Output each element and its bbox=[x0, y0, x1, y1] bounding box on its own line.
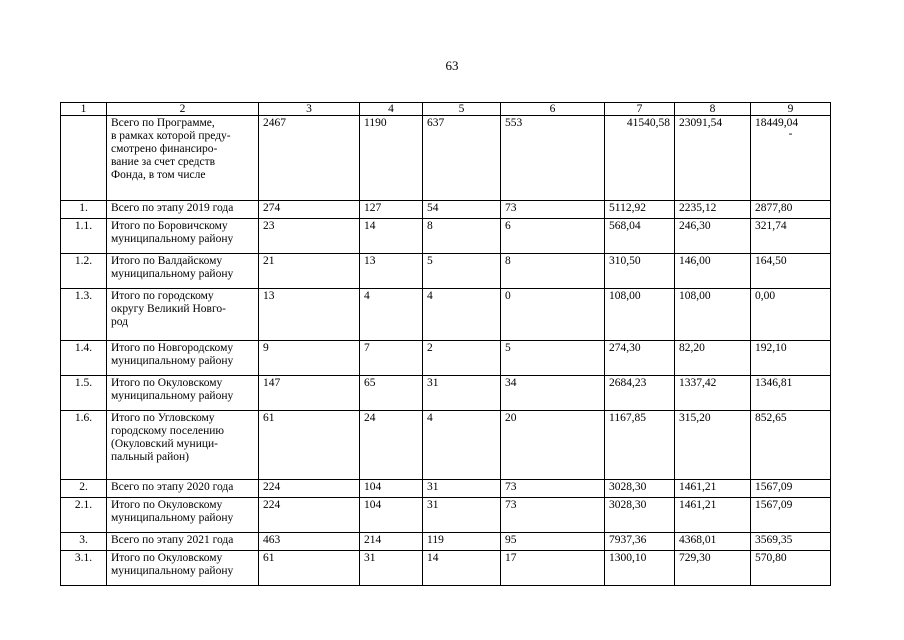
value-text: 214 bbox=[364, 534, 382, 546]
value-text: 73 bbox=[505, 202, 517, 214]
value-text: 14 bbox=[427, 552, 439, 564]
value-text: 34 bbox=[505, 377, 517, 389]
value-cell-c3 bbox=[259, 201, 360, 219]
value-cell-c6 bbox=[501, 551, 605, 586]
value-cell-c4 bbox=[360, 551, 423, 586]
value-text: 31 bbox=[427, 377, 439, 389]
header-cell: 9 bbox=[751, 103, 831, 116]
value-text: 31 bbox=[364, 552, 376, 564]
value-cell-c3 bbox=[259, 376, 360, 411]
row-name-line: муниципальному району bbox=[111, 268, 234, 280]
value-text: 18449,04 bbox=[755, 117, 799, 129]
value-text: 3028,30 bbox=[609, 499, 647, 511]
value-text: 61 bbox=[263, 552, 275, 564]
value-cell-c7 bbox=[605, 551, 675, 586]
value-text: 315,20 bbox=[679, 412, 711, 424]
value-text: 5 bbox=[427, 255, 433, 267]
value-cell-c8 bbox=[675, 411, 751, 480]
row-name-line: (Окуловский муници- bbox=[111, 438, 219, 450]
value-cell-c8 bbox=[675, 219, 751, 254]
row-number-cell: 2.1. bbox=[61, 498, 107, 533]
value-cell-c3 bbox=[259, 551, 360, 586]
value-cell-c9 bbox=[751, 116, 831, 201]
value-cell-c5 bbox=[423, 376, 501, 411]
value-text: 224 bbox=[263, 481, 281, 493]
value-cell-c4 bbox=[360, 498, 423, 533]
value-text: 3569,35 bbox=[755, 534, 793, 546]
row-number-cell: 1.6. bbox=[61, 411, 107, 480]
value-text: 31 bbox=[427, 499, 439, 511]
value-text: 20 bbox=[505, 412, 517, 424]
row-name-line: Итого по Угловскому bbox=[111, 412, 215, 424]
header-cell: 5 bbox=[423, 103, 501, 116]
row-name-line: Всего по этапу 2019 года bbox=[111, 202, 234, 214]
value-text: 1300,10 bbox=[609, 552, 647, 564]
value-cell-c3 bbox=[259, 116, 360, 201]
value-text: 224 bbox=[263, 499, 281, 511]
row-number-cell: 1.2. bbox=[61, 254, 107, 289]
value-cell-c9 bbox=[751, 254, 831, 289]
value-text: 553 bbox=[505, 117, 523, 129]
row-name-line: муниципальному району bbox=[111, 233, 234, 245]
row-name-cell bbox=[107, 533, 259, 551]
value-cell-c7 bbox=[605, 116, 675, 201]
value-cell-c8 bbox=[675, 533, 751, 551]
value-cell-c6 bbox=[501, 533, 605, 551]
value-cell-c7 bbox=[605, 289, 675, 341]
value-text: 54 bbox=[427, 202, 439, 214]
value-text: 73 bbox=[505, 499, 517, 511]
value-cell-c6 bbox=[501, 498, 605, 533]
value-cell-c4 bbox=[360, 480, 423, 498]
value-text: 3028,30 bbox=[609, 481, 647, 493]
header-cell: 1 bbox=[61, 103, 107, 116]
value-cell-c7 bbox=[605, 533, 675, 551]
value-text: 4 bbox=[427, 290, 433, 302]
row-name-line: Фонда, в том числе bbox=[111, 169, 206, 181]
value-text: 1567,09 bbox=[755, 499, 793, 511]
value-text: 21 bbox=[263, 255, 275, 267]
value-cell-c3 bbox=[259, 289, 360, 341]
value-cell-c9 bbox=[751, 219, 831, 254]
value-cell-c8 bbox=[675, 341, 751, 376]
value-text: 104 bbox=[364, 481, 382, 493]
value-text: 41540,58 bbox=[626, 117, 670, 129]
value-cell-c5 bbox=[423, 219, 501, 254]
value-text: 246,30 bbox=[679, 220, 711, 232]
header-cell: 3 bbox=[259, 103, 360, 116]
value-cell-c9 bbox=[751, 533, 831, 551]
row-name-cell bbox=[107, 411, 259, 480]
value-text: 321,74 bbox=[755, 220, 787, 232]
value-text: 463 bbox=[263, 534, 281, 546]
value-cell-c5 bbox=[423, 480, 501, 498]
value-cell-c4 bbox=[360, 254, 423, 289]
value-text: 104 bbox=[364, 499, 382, 511]
value-text: 23091,54 bbox=[679, 117, 723, 129]
value-cell-c6 bbox=[501, 289, 605, 341]
table-row bbox=[61, 201, 831, 219]
value-text: 570,80 bbox=[755, 552, 787, 564]
value-text: 310,50 bbox=[609, 255, 641, 267]
row-name-line: муниципальному району bbox=[111, 355, 234, 367]
row-name-cell bbox=[107, 201, 259, 219]
value-cell-c5 bbox=[423, 498, 501, 533]
header-cell: 8 bbox=[675, 103, 751, 116]
value-text: 7 bbox=[364, 342, 370, 354]
value-text: 274,30 bbox=[609, 342, 641, 354]
table-row bbox=[61, 498, 831, 533]
value-cell-c8 bbox=[675, 480, 751, 498]
value-text: 5 bbox=[505, 342, 511, 354]
value-cell-c4 bbox=[360, 376, 423, 411]
row-number-cell: 1.1. bbox=[61, 219, 107, 254]
value-text: 73 bbox=[505, 481, 517, 493]
value-text: 82,20 bbox=[679, 342, 705, 354]
value-text: 1461,21 bbox=[679, 499, 717, 511]
value-text: 147 bbox=[263, 377, 281, 389]
value-text: 6 bbox=[505, 220, 511, 232]
value-text: 1461,21 bbox=[679, 481, 717, 493]
value-text: 1346,81 bbox=[755, 377, 793, 389]
value-cell-c4 bbox=[360, 201, 423, 219]
value-text: 568,04 bbox=[609, 220, 641, 232]
value-cell-c9 bbox=[751, 411, 831, 480]
value-text: 1190 bbox=[364, 117, 387, 129]
value-cell-c6 bbox=[501, 219, 605, 254]
value-cell-c7 bbox=[605, 341, 675, 376]
value-text: 1167,85 bbox=[609, 412, 646, 424]
value-cell-c6 bbox=[501, 480, 605, 498]
value-cell-c8 bbox=[675, 254, 751, 289]
value-text: 0 bbox=[505, 290, 511, 302]
row-name-cell bbox=[107, 254, 259, 289]
value-cell-c4 bbox=[360, 411, 423, 480]
value-text: 852,65 bbox=[755, 412, 787, 424]
value-text: 2467 bbox=[263, 117, 286, 129]
value-cell-c6 bbox=[501, 411, 605, 480]
value-cell-c9 bbox=[751, 498, 831, 533]
row-number-cell: 1.3. bbox=[61, 289, 107, 341]
row-name-cell bbox=[107, 116, 259, 201]
value-cell-c8 bbox=[675, 376, 751, 411]
row-name-line: Итого по Окуловскому bbox=[111, 552, 223, 564]
row-name-cell bbox=[107, 498, 259, 533]
value-text: 4 bbox=[364, 290, 370, 302]
value-text: 95 bbox=[505, 534, 517, 546]
row-name-line: пальный район) bbox=[111, 451, 189, 463]
table-row bbox=[61, 551, 831, 586]
value-cell-c5 bbox=[423, 254, 501, 289]
value-text: 119 bbox=[427, 534, 444, 546]
value-cell-c7 bbox=[605, 480, 675, 498]
row-name-line: муниципальному району bbox=[111, 512, 234, 524]
table-header-row bbox=[61, 103, 831, 116]
header-cell: 2 bbox=[107, 103, 259, 116]
value-text: 2235,12 bbox=[679, 202, 717, 214]
value-text: 23 bbox=[263, 220, 275, 232]
value-cell-c9 bbox=[751, 201, 831, 219]
row-name-line: Всего по этапу 2020 года bbox=[111, 481, 234, 493]
value-cell-c3 bbox=[259, 219, 360, 254]
value-cell-c3 bbox=[259, 254, 360, 289]
row-name-line: округу Великий Новго- bbox=[111, 303, 226, 315]
value-text: 108,00 bbox=[609, 290, 641, 302]
value-text: 729,30 bbox=[679, 552, 711, 564]
value-cell-c4 bbox=[360, 341, 423, 376]
value-cell-c7 bbox=[605, 254, 675, 289]
table-row bbox=[61, 116, 831, 201]
header-cell: 7 bbox=[605, 103, 675, 116]
value-text: 108,00 bbox=[679, 290, 711, 302]
value-cell-c8 bbox=[675, 498, 751, 533]
value-cell-c9 bbox=[751, 341, 831, 376]
value-cell-c3 bbox=[259, 480, 360, 498]
value-cell-c5 bbox=[423, 289, 501, 341]
value-cell-c3 bbox=[259, 411, 360, 480]
table-row bbox=[61, 289, 831, 341]
row-name-line: городскому поселению bbox=[111, 425, 225, 437]
value-text: 4 bbox=[427, 412, 433, 424]
value-cell-c8 bbox=[675, 201, 751, 219]
value-cell-c6 bbox=[501, 341, 605, 376]
row-name-cell bbox=[107, 551, 259, 586]
row-number-cell: 1.4. bbox=[61, 341, 107, 376]
value-text: 192,10 bbox=[755, 342, 787, 354]
row-number-cell: 3.1. bbox=[61, 551, 107, 586]
value-text: 61 bbox=[263, 412, 275, 424]
value-text: 2877,80 bbox=[755, 202, 793, 214]
value-cell-c3 bbox=[259, 533, 360, 551]
header-cell: 6 bbox=[501, 103, 605, 116]
value-cell-c4 bbox=[360, 289, 423, 341]
value-cell-c4 bbox=[360, 116, 423, 201]
value-cell-c7 bbox=[605, 376, 675, 411]
value-cell-c4 bbox=[360, 219, 423, 254]
value-cell-c9 bbox=[751, 551, 831, 586]
table-row bbox=[61, 376, 831, 411]
value-text: 0,00 bbox=[755, 290, 776, 302]
header-cell: 4 bbox=[360, 103, 423, 116]
row-name-cell bbox=[107, 289, 259, 341]
value-text: 8 bbox=[427, 220, 433, 232]
row-name-line: Всего по Программе, bbox=[111, 117, 215, 129]
value-text: 14 bbox=[364, 220, 376, 232]
value-cell-c7 bbox=[605, 411, 675, 480]
row-name-cell bbox=[107, 219, 259, 254]
value-text: 5112,92 bbox=[609, 202, 646, 214]
value-cell-c8 bbox=[675, 116, 751, 201]
row-name-cell bbox=[107, 376, 259, 411]
value-cell-c8 bbox=[675, 289, 751, 341]
table-row bbox=[61, 254, 831, 289]
row-name-cell bbox=[107, 341, 259, 376]
value-cell-c7 bbox=[605, 201, 675, 219]
value-cell-c6 bbox=[501, 254, 605, 289]
table-row bbox=[61, 533, 831, 551]
row-name-line: Итого по Окуловскому bbox=[111, 377, 223, 389]
value-text: 7937,36 bbox=[609, 534, 647, 546]
row-name-cell bbox=[107, 480, 259, 498]
table-row bbox=[61, 219, 831, 254]
page-number: 63 bbox=[445, 58, 459, 73]
value-cell-c5 bbox=[423, 201, 501, 219]
row-number-cell bbox=[61, 116, 107, 201]
value-cell-c5 bbox=[423, 341, 501, 376]
value-cell-c3 bbox=[259, 498, 360, 533]
value-cell-c8 bbox=[675, 551, 751, 586]
row-name-line: Итого по Валдайскому bbox=[111, 255, 223, 267]
value-cell-c4 bbox=[360, 533, 423, 551]
row-number-cell: 3. bbox=[61, 533, 107, 551]
value-text: 146,00 bbox=[679, 255, 711, 267]
value-text: 65 bbox=[364, 377, 376, 389]
value-text: 164,50 bbox=[755, 255, 787, 267]
value-text: 24 bbox=[364, 412, 376, 424]
value-text: 13 bbox=[263, 290, 275, 302]
row-name-line: муниципальному району bbox=[111, 565, 234, 577]
value-text: 2 bbox=[427, 342, 433, 354]
value-cell-c6 bbox=[501, 116, 605, 201]
value-text: 4368,01 bbox=[679, 534, 717, 546]
row-name-line: род bbox=[111, 316, 129, 328]
row-name-line: Итого по Окуловскому bbox=[111, 499, 223, 511]
row-name-line: Итого по городскому bbox=[111, 290, 214, 302]
row-number-cell: 2. bbox=[61, 480, 107, 498]
value-cell-c9 bbox=[751, 289, 831, 341]
value-text: 2684,23 bbox=[609, 377, 647, 389]
table-row bbox=[61, 341, 831, 376]
value-cell-c9 bbox=[751, 480, 831, 498]
row-name-line: вание за счет средств bbox=[111, 156, 216, 168]
value-cell-c7 bbox=[605, 498, 675, 533]
value-text: 637 bbox=[427, 117, 445, 129]
row-name-line: Всего по этапу 2021 года bbox=[111, 534, 234, 546]
value-text: 1567,09 bbox=[755, 481, 793, 493]
row-name-line: Итого по Новгородскому bbox=[111, 342, 234, 354]
financing-table bbox=[60, 102, 831, 586]
table-row bbox=[61, 411, 831, 480]
row-name-line: смотрено финансиро- bbox=[111, 143, 218, 155]
row-name-line: в рамках которой преду- bbox=[111, 130, 231, 142]
value-cell-c5 bbox=[423, 551, 501, 586]
value-cell-c9 bbox=[751, 376, 831, 411]
value-cell-c6 bbox=[501, 376, 605, 411]
value-text: 127 bbox=[364, 202, 382, 214]
value-cell-c7 bbox=[605, 219, 675, 254]
dash-mark: - bbox=[788, 128, 793, 140]
value-text: 9 bbox=[263, 342, 269, 354]
row-name-line: Итого по Боровичскому bbox=[111, 220, 228, 232]
value-text: 274 bbox=[263, 202, 281, 214]
value-cell-c5 bbox=[423, 411, 501, 480]
value-text: 17 bbox=[505, 552, 517, 564]
row-name-line: муниципальному району bbox=[111, 390, 234, 402]
value-text: 8 bbox=[505, 255, 511, 267]
row-number-cell: 1. bbox=[61, 201, 107, 219]
table-row bbox=[61, 480, 831, 498]
value-text: 31 bbox=[427, 481, 439, 493]
value-cell-c6 bbox=[501, 201, 605, 219]
value-text: 13 bbox=[364, 255, 376, 267]
value-cell-c5 bbox=[423, 116, 501, 201]
value-text: 1337,42 bbox=[679, 377, 717, 389]
value-cell-c5 bbox=[423, 533, 501, 551]
row-number-cell: 1.5. bbox=[61, 376, 107, 411]
value-cell-c3 bbox=[259, 341, 360, 376]
